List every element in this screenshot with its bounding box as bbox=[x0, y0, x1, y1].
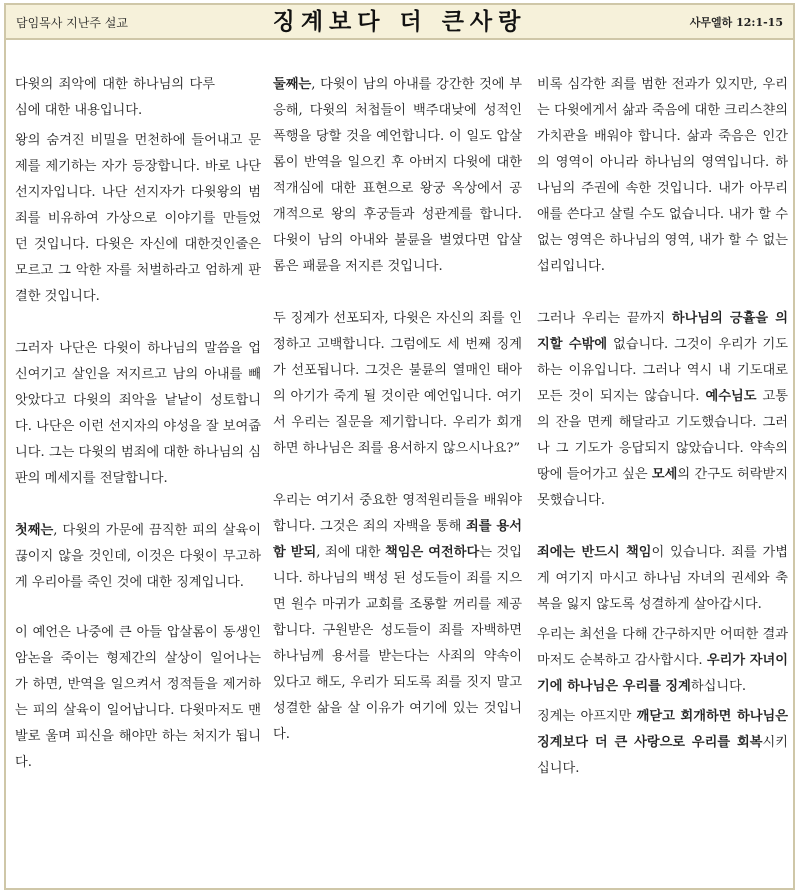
emphasis: 모세 bbox=[651, 467, 678, 482]
emphasis: 책임은 여전하다 bbox=[385, 545, 480, 560]
paragraph bbox=[273, 72, 522, 280]
text: , 다윗이 남의 아내를 강간한 것에 부응해, 다윗의 처첩들이 백주대낮에 성적인 폭행을 당할 것을 예언합니다. 이 일도 압살롬이 반역을 일으킨 후 아버지 다윗에 대한 적개심에 대한 표현으로 왕궁 옥상에서 공개적으로 왕의 후궁들과 성관계를 합니다. 다윗이 남의 아내와 불륜을 벌였다면 압살롬은 패륜을 저지른 것입니다. bbox=[273, 77, 522, 274]
column-2 bbox=[273, 72, 522, 748]
paragraph bbox=[537, 622, 788, 700]
text: 그러나 우리는 끝까지 bbox=[537, 311, 672, 326]
emphasis: 하나님의 긍휼을 의지할 수밖에 bbox=[537, 311, 788, 352]
text: 고통의 잔을 면케 해달라고 기도했습니다. 그러나 그 기도가 응답되지 않았습니다. 약속의 땅에 들어가고 싶은 bbox=[537, 389, 789, 482]
emphasis: 둘째는 bbox=[273, 77, 312, 92]
header-bar bbox=[6, 5, 793, 40]
paragraph: 다윗의 죄악에 대한 하나님의 다루심에 대한 내용입니다. bbox=[15, 77, 215, 118]
page-title: 징계보다 더 큰사랑 bbox=[272, 8, 527, 35]
paragraph bbox=[273, 488, 522, 748]
scripture-reference: 사무엘하 12:1-15 bbox=[689, 16, 783, 29]
paragraph bbox=[537, 306, 788, 514]
paragraph: 비록 심각한 죄를 범한 전과가 있지만, 우리는 다윗에게서 삶과 죽음에 대한 크리스챤의 가치관을 배워야 합니다. 삶과 죽음은 인간의 영역이 아니라 하나님의 영역입니다. 하나님의 주권에 속한 것입니다. 내가 아무리 애를 쓴다고 살릴 수도 없습니다. 내가 할 수 없는 영역은 하나님의 영역, 내가 할 수 없는 섭리입니다. bbox=[537, 77, 788, 274]
text: 시키십니다. bbox=[537, 735, 788, 776]
text: 징계는 아프지만 bbox=[537, 709, 637, 724]
emphasis: 예수님도 bbox=[705, 389, 757, 404]
paragraph: 이 예언은 나중에 큰 아들 압살롬이 동생인 암논을 죽이는 형제간의 살상이 일어나는 가 하면, 반역을 일으켜서 정적들을 제거하는 피의 살육이 일어납니다. 다윗마저도 맨발로 울며 피신을 해야만 하는 처지가 됩니다. bbox=[15, 625, 261, 770]
text: 우리는 최선을 다해 간구하지만 어떠한 결과마저도 순복하고 감사합시다. bbox=[537, 627, 788, 668]
text: 이 있습니다. 죄를 가볍게 여기지 마시고 하나님 자녀의 권세와 축복을 잃지 않도록 성결하게 살아갑시다. bbox=[537, 545, 788, 612]
header-left-label: 담임목사 지난주 설교 bbox=[16, 16, 128, 30]
text: , 죄에 대한 bbox=[316, 545, 386, 560]
text: 우리는 여기서 중요한 영적원리들을 배워야 합니다. 그것은 죄의 자백을 통해 bbox=[273, 493, 522, 534]
text: 는 것입니다. 하나님의 백성 된 성도들이 죄를 지으면 원수 마귀가 교회를 조롱할 꺼리를 제공합니다. 구원받은 성도들이 죄를 자백하면 하나님께 용서를 받는다는 사죄의 약속이 있다고 해도, 우리가 되도록 죄를 짓지 말고 성결한 삶을 살 이유가 여기에 있는 것입니다. bbox=[273, 545, 522, 742]
emphasis: 죄에는 반드시 책임 bbox=[537, 545, 652, 560]
paragraph: 두 징계가 선포되자, 다윗은 자신의 죄를 인정하고 고백합니다. 그럼에도 세 번째 징계가 선포됩니다. 그것은 불륜의 열매인 태아의 아기가 죽게 될 것이란 예언입니다. 여기서 우리는 질문을 제기합니다. 우리가 회개하면 하나님은 죄를 용서하지 않으시나요?” bbox=[273, 311, 522, 456]
paragraph bbox=[537, 540, 788, 618]
text: 하십니다. bbox=[690, 679, 747, 694]
paragraph bbox=[15, 518, 261, 596]
column-1 bbox=[15, 72, 261, 776]
paragraph bbox=[537, 704, 788, 782]
text: 의 간구도 허락받지 못했습니다. bbox=[537, 467, 788, 508]
paragraph: 왕의 숨겨진 비밀을 먼천하에 들어내고 문제를 제기하는 자가 등장합니다. 바로 나단 선지자입니다. 나단 선지자가 다윗왕의 범죄를 비유하여 가상으로 이야기를 만들었던 것입니다. 다윗은 자신에 대한것인줄은 모르고 그 악한 자를 처벌하라고 엄하게 판결한 것입니다. bbox=[15, 133, 261, 304]
paragraph: 그러자 나단은 다윗이 하나님의 말씀을 업신여기고 살인을 저지르고 남의 아내를 빼앗았다고 다윗의 죄악을 낱낱이 성토합니다. 나단은 이런 선지자의 야성을 잘 보여줍니다. 그는 다윗의 범죄에 대한 하나님의 심판의 메세지를 전달합니다. bbox=[15, 341, 261, 486]
text: 없습니다. 그것이 우리가 기도하는 이유입니다. 그러나 역시 내 기도대로 모든 것이 되지는 않습니다. bbox=[537, 337, 788, 404]
emphasis: 첫째는 bbox=[15, 523, 54, 538]
emphasis: 깨닫고 회개하면 하나님은 징계보다 더 큰 사랑으로 우리를 회복 bbox=[537, 709, 788, 750]
emphasis: 죄를 용서함 받되 bbox=[273, 519, 522, 560]
emphasis: 우리가 자녀이기에 하나님은 우리를 징계 bbox=[537, 653, 788, 694]
column-3 bbox=[537, 72, 788, 782]
text: , 다윗의 가문에 끔직한 피의 살육이 끊이지 않을 것인데, 이것은 다윗이 무고하게 우리아를 죽인 것에 대한 징계입니다. bbox=[15, 523, 261, 590]
